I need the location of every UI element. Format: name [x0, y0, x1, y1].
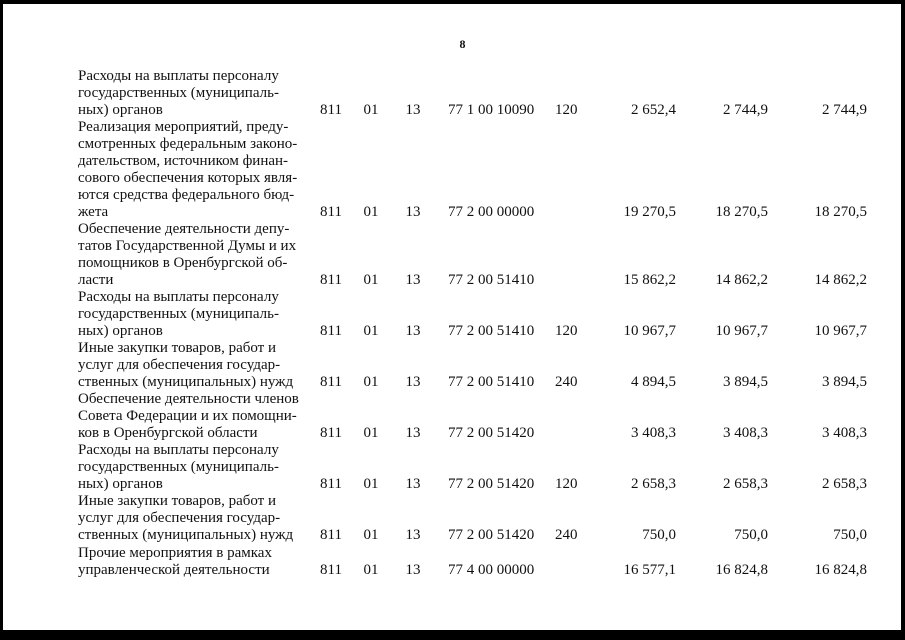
row-amount-2: 750,0	[734, 527, 768, 543]
row-subsection-code: 13	[405, 323, 421, 339]
row-subsection-code: 13	[405, 425, 421, 441]
row-target-code: 77 2 00 51410	[448, 272, 535, 288]
row-description: Расходы на выплаты персоналу государственных (муниципаль- ных) органов	[78, 68, 279, 118]
row-amount-1: 15 862,2	[623, 272, 676, 288]
row-amount-3: 10 967,7	[814, 323, 867, 339]
row-amount-2: 3 894,5	[723, 374, 768, 390]
row-target-code: 77 2 00 00000	[448, 204, 535, 220]
row-target-code: 77 2 00 51420	[448, 527, 535, 543]
row-subsection-code: 13	[405, 562, 421, 578]
row-description: Прочие мероприятия в рамках управленческой деятельности	[78, 545, 272, 578]
row-expense-type: 240	[555, 374, 578, 390]
row-section-code: 01	[363, 374, 379, 390]
row-section-code: 01	[363, 425, 379, 441]
row-description: Расходы на выплаты персоналу государственных (муниципаль- ных) органов	[78, 289, 279, 339]
row-amount-2: 18 270,5	[715, 204, 768, 220]
row-expense-type: 120	[555, 323, 578, 339]
row-amount-1: 2 658,3	[631, 476, 676, 492]
row-subsection-code: 13	[405, 527, 421, 543]
row-amount-3: 18 270,5	[814, 204, 867, 220]
row-target-code: 77 2 00 51410	[448, 323, 535, 339]
row-subsection-code: 13	[405, 272, 421, 288]
row-section-code: 01	[363, 272, 379, 288]
row-target-code: 77 4 00 00000	[448, 562, 535, 578]
row-subsection-code: 13	[405, 102, 421, 118]
row-description: Обеспечение деятельности депу- татов Государственной Думы и их помощников в Оренбургской об- ласти	[78, 221, 297, 288]
row-section-code: 01	[363, 323, 379, 339]
row-section-code: 01	[363, 102, 379, 118]
row-description: Расходы на выплаты персоналу государственных (муниципаль- ных) органов	[78, 442, 279, 492]
row-amount-2: 2 658,3	[723, 476, 768, 492]
row-amount-3: 16 824,8	[814, 562, 867, 578]
row-grp-code: 811	[320, 102, 342, 118]
row-subsection-code: 13	[405, 476, 421, 492]
row-amount-2: 16 824,8	[715, 562, 768, 578]
row-target-code: 77 2 00 51420	[448, 476, 535, 492]
row-amount-2: 2 744,9	[723, 102, 768, 118]
row-grp-code: 811	[320, 323, 342, 339]
row-grp-code: 811	[320, 527, 342, 543]
row-grp-code: 811	[320, 476, 342, 492]
row-grp-code: 811	[320, 425, 342, 441]
row-amount-2: 10 967,7	[715, 323, 768, 339]
row-section-code: 01	[363, 527, 379, 543]
row-amount-3: 14 862,2	[814, 272, 867, 288]
row-amount-3: 3 894,5	[822, 374, 867, 390]
row-expense-type: 240	[555, 527, 578, 543]
row-amount-1: 19 270,5	[623, 204, 676, 220]
row-amount-3: 3 408,3	[822, 425, 867, 441]
row-amount-1: 3 408,3	[631, 425, 676, 441]
row-grp-code: 811	[320, 204, 342, 220]
row-section-code: 01	[363, 562, 379, 578]
row-target-code: 77 1 00 10090	[448, 102, 535, 118]
row-expense-type: 120	[555, 476, 578, 492]
row-subsection-code: 13	[405, 204, 421, 220]
row-amount-3: 750,0	[833, 527, 867, 543]
row-grp-code: 811	[320, 562, 342, 578]
row-amount-1: 2 652,4	[631, 102, 676, 118]
row-amount-1: 10 967,7	[623, 323, 676, 339]
row-description: Реализация мероприятий, преду- смотренных федеральным законо- дательством, источником финан- сового обеспечения которых явля- ются средства федерального бюд- жета	[78, 119, 298, 220]
row-amount-1: 4 894,5	[631, 374, 676, 390]
row-description: Иные закупки товаров, работ и услуг для обеспечения государ- ственных (муниципальных) нужд	[78, 493, 294, 543]
row-target-code: 77 2 00 51410	[448, 374, 535, 390]
row-grp-code: 811	[320, 374, 342, 390]
row-description: Обеспечение деятельности членов Совета Федерации и их помощни- ков в Оренбургской области	[78, 391, 299, 441]
row-amount-2: 14 862,2	[715, 272, 768, 288]
row-section-code: 01	[363, 204, 379, 220]
row-amount-2: 3 408,3	[723, 425, 768, 441]
row-amount-1: 750,0	[642, 527, 676, 543]
row-target-code: 77 2 00 51420	[448, 425, 535, 441]
row-amount-1: 16 577,1	[623, 562, 676, 578]
row-amount-3: 2 744,9	[822, 102, 867, 118]
row-section-code: 01	[363, 476, 379, 492]
row-amount-3: 2 658,3	[822, 476, 867, 492]
row-subsection-code: 13	[405, 374, 421, 390]
row-grp-code: 811	[320, 272, 342, 288]
row-expense-type: 120	[555, 102, 578, 118]
page-number: 8	[459, 37, 466, 51]
row-description: Иные закупки товаров, работ и услуг для обеспечения государ- ственных (муниципальных) нужд	[78, 340, 294, 390]
